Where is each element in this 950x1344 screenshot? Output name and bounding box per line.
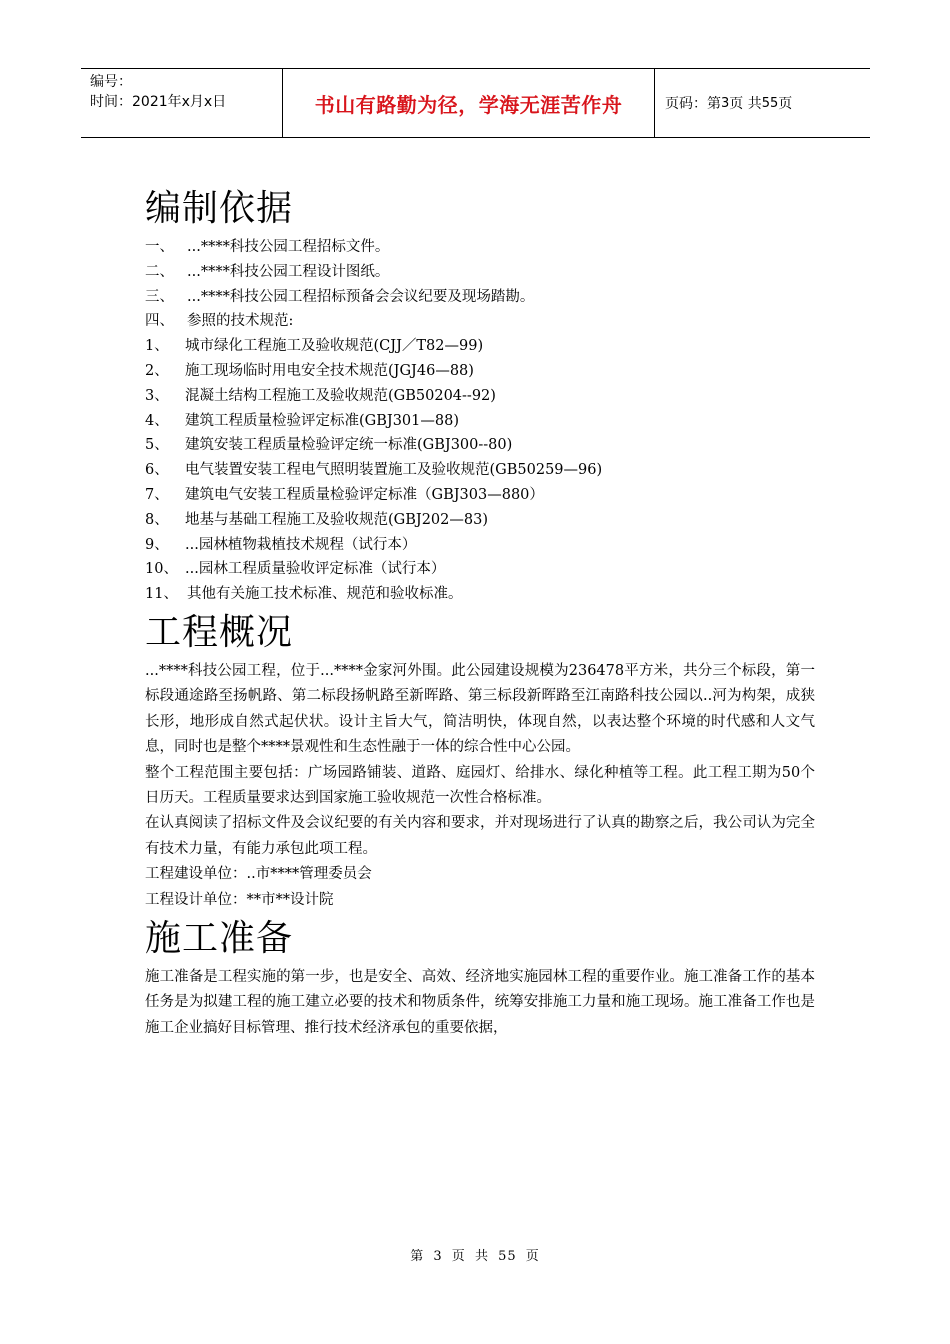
document-number-label: 编号： [90, 74, 132, 90]
section-title-preparation: 施工准备 [145, 918, 294, 960]
list-item-number: 四、 [145, 313, 174, 330]
header-page-current: 3 [721, 95, 730, 111]
list-item-number: 一、 [145, 239, 174, 255]
list-item-number: 4、 [145, 412, 169, 429]
document-body [145, 183, 815, 1041]
list-item-text: 参照的技术规范: [187, 313, 294, 330]
footer-middle2: 共 [474, 1249, 489, 1264]
list-item [145, 285, 815, 310]
list-item-text: 建筑工程质量检验评定标准(GBJ301—88) [185, 412, 459, 429]
list-item-text: 建筑安装工程质量检验评定统一标准(GBJ300--80) [185, 437, 513, 454]
design-unit: 工程设计单位：**市**设计院 [145, 891, 334, 908]
list-item [145, 508, 815, 533]
list-item [145, 359, 815, 384]
basis-list [145, 235, 815, 607]
list-item [145, 433, 815, 458]
list-item-number: 5、 [145, 437, 169, 454]
list-item-number: 1、 [145, 338, 169, 355]
list-item-text: 施工现场临时用电安全技术规范(JGJ46—88) [185, 362, 474, 379]
list-item-number: 三、 [145, 288, 174, 305]
list-item-text: ...园林植物栽植技术规程（试行本） [185, 536, 417, 553]
list-item-text: ...园林工程质量验收评定标准（试行本） [185, 561, 446, 578]
list-item-number: 二、 [145, 263, 174, 280]
list-item [145, 409, 815, 434]
overview-paragraph: ...****科技公园工程，位于...****金家河外围。此公园建设规模为236478平方米，共分三个标段，第一标段通途路至扬帆路、第二标段扬帆路至新晖路、第三标段新晖路至江南路科技公园以..河为构架，成狭长形，地形成自然式起伏状。设计主旨大气，简洁明快，体现自然，以表达整个环境的时代感和人文气息，同时也是整个****景观性和生态性融于一体的综合性中心公园。 [145, 662, 815, 756]
overview-paragraph: 在认真阅读了招标文件及会议纪要的有关内容和要求，并对现场进行了认真的勘察之后，我公司认为完全有技术力量，有能力承包此项工程。 [145, 815, 815, 857]
list-item [145, 533, 815, 558]
list-item-text: 其他有关施工技术标准、规范和验收标准。 [187, 586, 463, 603]
footer-middle1: 页 [451, 1249, 466, 1264]
page-footer [0, 1245, 950, 1264]
header-page-label: 页码：第 [665, 96, 721, 112]
footer-page-current: 3 [433, 1249, 443, 1264]
overview-paragraph: 整个工程范围主要包括：广场园路铺装、道路、庭园灯、给排水、绿化种植等工程。此工程工期为50个日历天。工程质量要求达到国家施工验收规范一次性合格标准。 [145, 764, 815, 806]
list-item-number: 9、 [145, 536, 169, 553]
list-item [145, 235, 815, 260]
list-item [145, 458, 815, 483]
list-item-text: 混凝土结构工程施工及验收规范(GB50204--92) [185, 387, 496, 404]
list-item [145, 334, 815, 359]
list-item-number: 11、 [145, 586, 178, 603]
header-page-middle: 页 共 [729, 96, 762, 112]
list-item-number: 8、 [145, 511, 169, 528]
list-item [145, 309, 815, 334]
document-time-label: 时间：2021年x月x日 [90, 94, 227, 110]
footer-suffix: 页 [525, 1249, 540, 1264]
header-meta [81, 69, 283, 137]
list-item-text: ...****科技公园工程招标文件。 [187, 239, 390, 255]
list-item [145, 582, 815, 607]
list-item-text: 建筑电气安装工程质量检验评定标准（GBJ303—880） [185, 486, 544, 503]
preparation-paragraph: 施工准备是工程实施的第一步，也是安全、高效、经济地实施园林工程的重要作业。施工准备工作的基本任务是为拟建工程的施工建立必要的技术和物质条件，统筹安排施工力量和施工现场。施工准备工作也是施工企业搞好目标管理、推行技术经济承包的重要依据， [145, 969, 815, 1036]
footer-page-total: 55 [498, 1249, 517, 1264]
list-item-text: 城市绿化工程施工及验收规范(CJJ／T82—99) [185, 338, 484, 355]
list-item [145, 384, 815, 409]
list-item-text: 电气装置安装工程电气照明装置施工及验收规范(GB50259—96) [185, 462, 603, 479]
list-item-text: ...****科技公园工程设计图纸。 [187, 263, 390, 280]
list-item-number: 7、 [145, 486, 169, 503]
header-page-info [655, 69, 870, 137]
footer-prefix: 第 [410, 1249, 425, 1264]
list-item [145, 483, 815, 508]
header-page-total: 55 [761, 95, 779, 111]
construction-unit: 工程建设单位：..市****管理委员会 [145, 866, 372, 883]
header-motto: 书山有路勤为径，学海无涯苦作舟 [283, 69, 655, 137]
list-item-number: 6、 [145, 462, 169, 479]
section-title-basis: 编制依据 [145, 188, 294, 229]
header-page-end: 页 [778, 96, 793, 112]
list-item-number: 3、 [145, 387, 169, 404]
list-item [145, 557, 815, 582]
section-title-overview: 工程概况 [145, 611, 294, 653]
page-header [81, 68, 870, 138]
list-item-number: 2、 [145, 362, 169, 379]
list-item-text: 地基与基础工程施工及验收规范(GBJ202—83) [185, 511, 488, 528]
list-item-text: ...****科技公园工程招标预备会会议纪要及现场踏勘。 [187, 288, 535, 305]
list-item [145, 260, 815, 285]
list-item-number: 10、 [145, 561, 178, 578]
